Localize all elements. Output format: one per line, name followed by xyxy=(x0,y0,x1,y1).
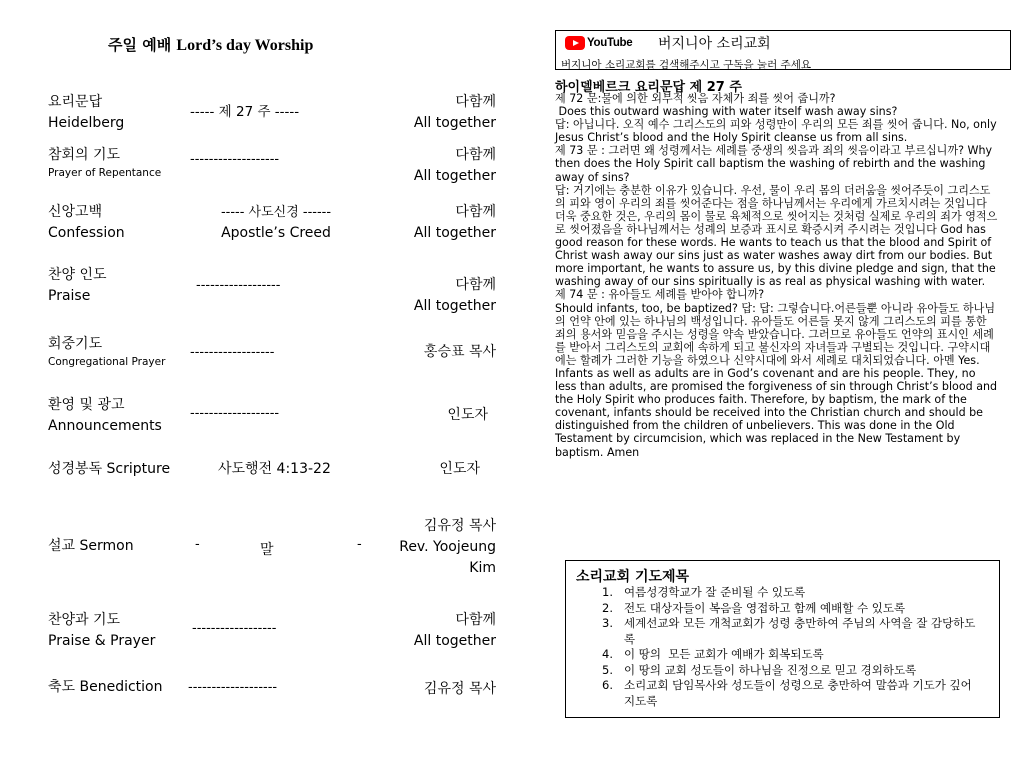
order-item-leader: 인도자 xyxy=(447,407,488,423)
order-item-label-ko: 찬양과 기도 xyxy=(48,612,121,628)
order-item-label-ko: 신앙고백 xyxy=(48,204,103,220)
bulletin-title-en: Lord’s day Worship xyxy=(176,37,314,54)
order-item-leader: 다함께 xyxy=(455,204,496,220)
order-item-middle: ------------------- xyxy=(188,680,278,695)
order-item-leader-en-2: Kim xyxy=(469,560,496,576)
order-item-middle: 말 xyxy=(260,542,274,558)
order-item-middle: ------------------ xyxy=(192,621,277,636)
order-item-dash-left: - xyxy=(195,537,200,552)
order-item-leader: 김유정 목사 xyxy=(423,518,496,534)
order-item-label-en: Heidelberg xyxy=(48,115,125,131)
order-item-label-en: Congregational Prayer xyxy=(48,356,166,368)
order-item-leader: 다함께 xyxy=(455,277,496,293)
youtube-wordmark: YouTube xyxy=(587,37,633,49)
prayer-requests-title: 소리교회 기도제목 xyxy=(576,569,690,585)
order-item-leader: 김유정 목사 xyxy=(423,681,496,697)
catechism-line: 제 72 문:물에 의한 외부적 씻음 자체가 죄를 씻어 줍니까? xyxy=(555,92,836,105)
catechism-line: Does this outward washing with water itself wash away sins? xyxy=(555,105,898,119)
prayer-requests-list xyxy=(566,585,998,709)
order-item-label-en: Confession xyxy=(48,225,125,241)
youtube-subscribe-note: 버지니아 소리교회를 검색해주시고 구독을 눌러 주세요 xyxy=(561,59,811,71)
order-item-middle: 사도행전 4:13-22 xyxy=(218,461,331,477)
youtube-play-icon xyxy=(565,36,585,50)
order-item-label-en: Announcements xyxy=(48,418,162,434)
order-item-label-ko: 회중기도 xyxy=(48,336,103,352)
prayer-request-item: 6. 소리교회 담임목사와 성도들이 성령으로 충만하여 말씀과 기도가 깊어지도록 xyxy=(602,678,972,708)
prayer-request-item: 3. 세계선교와 모든 개척교회가 성령 충만하여 주님의 사역을 잘 감당하도록 xyxy=(602,616,976,646)
order-item-label-ko: 환영 및 광고 xyxy=(48,397,125,413)
prayer-request-item: 2. 전도 대상자들이 복음을 영접하고 함께 예배할 수 있도록 xyxy=(602,600,906,615)
order-item-label-en: Prayer of Repentance xyxy=(48,167,162,179)
order-item-leader-en: All together xyxy=(413,168,496,184)
order-item-leader: 다함께 xyxy=(455,612,496,628)
order-item-leader: 다함께 xyxy=(455,147,496,163)
bulletin-title-ko: 주일 예배 xyxy=(108,36,172,54)
order-item-middle: ----- 제 27 주 ----- xyxy=(190,104,300,120)
order-item-label-ko: 요리문답 xyxy=(48,94,103,110)
order-item-middle-en: Apostle’s Creed xyxy=(221,225,331,241)
catechism-body xyxy=(555,92,1000,459)
youtube-logo xyxy=(565,36,632,50)
catechism-heading: 하이델베르크 요리문답 제 27 주 xyxy=(555,80,742,95)
order-item-label-ko: 참회의 기도 xyxy=(48,147,121,163)
catechism-line: 제 73 문 : 그러면 왜 성령께서는 세례를 중생의 씻음과 죄의 씻음이라고 부르십니까? Why then does the Holy Spirit call baptism the washing of rebirth and the washing away of sins? xyxy=(555,144,993,184)
order-item-label-en: Praise xyxy=(48,288,91,304)
order-item-middle: ----- 사도신경 ------ xyxy=(220,205,332,220)
order-item-leader-en: All together xyxy=(413,298,496,314)
order-item-middle: ------------------- xyxy=(190,152,280,167)
prayer-request-item: 5. 이 땅의 교회 성도들이 하나님을 진정으로 믿고 경외하도록 xyxy=(602,662,917,677)
order-item-leader: 다함께 xyxy=(455,94,496,110)
order-item-middle: ------------------ xyxy=(196,278,281,293)
order-item-leader: 홍승표 목사 xyxy=(423,344,496,360)
catechism-line: Should infants, too, be baptized? 답: 답: 그렇습니다.어른들뿐 아니라 유아들도 하나님의 언약 안에 있는 하나님의 백성입니다. 유아들도 어른들 못지 않게 그리스도의 피를 통한 죄의 용서와 믿음을 주시는 성령을 약속 받았습니다. 그러므로 유아들도 언약의 표시인 세례를 받아서 그리스도의 교회에 속하게 되고 불신자의 자녀들과 구별되는 것입니다. 구약시대에는 할례가 그러한 기능을 하였으나 신약시대에 와서 세례로 대치되었습니다. 아멘 Yes. Infants as well as adults are in God’s covenant and are his people. They, no less than adults, are promised the forgiveness of sin through Christ’s blood and the Holy Spirit who produces faith. Therefore, by baptism, the mark of the covenant, infants should be received into the Christian church and should be distinguished from the children of unbelievers. This was done in the Old Testament by circumcision, which was replaced in the New Testament by baptism. Amen xyxy=(555,301,998,459)
order-item-middle: ------------------- xyxy=(190,406,280,421)
order-item-dash-right: - xyxy=(357,537,362,552)
bulletin-title xyxy=(108,34,313,55)
youtube-channel-name: 버지니아 소리교회 xyxy=(658,36,771,52)
catechism-line: 제 74 문 : 유아들도 세례를 받아야 합니까? xyxy=(555,288,765,302)
youtube-banner xyxy=(555,30,1011,70)
order-item-label-ko: 성경봉독 Scripture xyxy=(48,461,171,477)
order-item-label-ko: 축도 Benediction xyxy=(48,679,163,695)
prayer-request-item: 4. 이 땅의 모든 교회가 예배가 회복되도록 xyxy=(602,647,824,661)
catechism-line: 답: 거기에는 충분한 이유가 있습니다. 우선, 물이 우리 몸의 더러움을 씻어주듯이 그리스도의 피와 영이 우리의 죄를 씻어준다는 점을 하나님께서는 우리에게 가르치시려는 것입니다 더욱 중요한 것은, 우리의 몸이 물로 육체적으로 씻어지는 것처럼 실제로 우리의 죄가 영적으로 씻어졌음을 하나님께서는 성례의 보증과 표시로 확증시켜 주시려는 것입니다 God has good reason for these words. He wants to teach us that the blood and Spirit of Christ wash away our sins just as water washes away dirt from our bodies. But more important, he wants to assure us, by this divine pledge and sign, that the washing away of our sins spiritually is as real as physical washing with water. xyxy=(555,183,998,289)
order-item-leader-en: Rev. Yoojeung xyxy=(399,539,496,555)
order-item-label-ko: 설교 Sermon xyxy=(48,538,134,554)
order-item-leader-en: All together xyxy=(413,115,496,131)
order-item-leader-en: All together xyxy=(413,225,496,241)
catechism-line: 답: 아닙니다. 오직 예수 그리스도의 피와 성령만이 우리의 모든 죄를 씻어 줍니다. No, only Jesus Christ’s blood and the Holy Spirit cleanse us from all sins. xyxy=(555,118,997,145)
order-item-leader-en: All together xyxy=(413,633,496,649)
order-item-label-en: Praise & Prayer xyxy=(48,633,156,649)
prayer-requests-box xyxy=(565,560,1000,718)
order-item-middle: ------------------ xyxy=(190,345,275,360)
order-item-label-ko: 찬양 인도 xyxy=(48,267,107,283)
prayer-request-item: 1. 여름성경학교가 잘 준비될 수 있도록 xyxy=(602,585,806,599)
order-item-leader: 인도자 xyxy=(439,461,480,477)
